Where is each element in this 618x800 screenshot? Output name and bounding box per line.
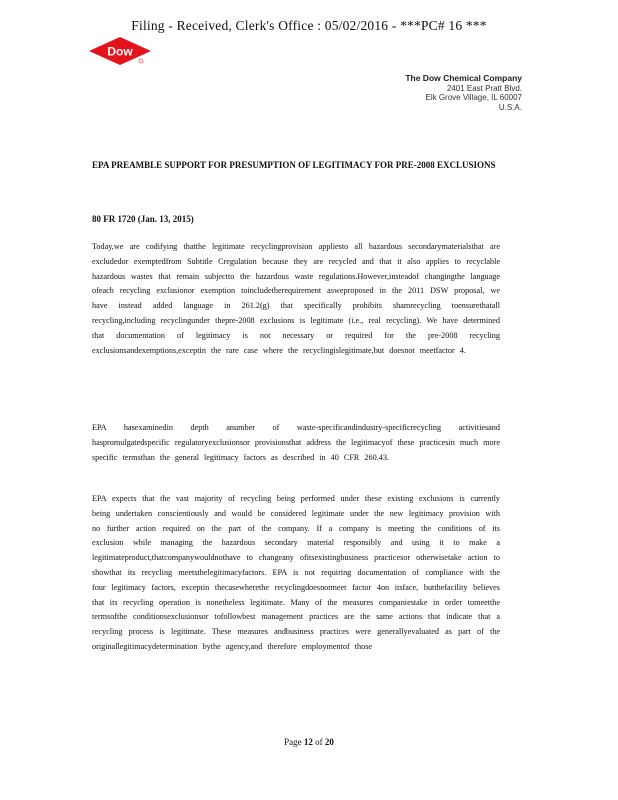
federal-register-citation: 80 FR 1720 (Jan. 13, 2015) (92, 214, 194, 224)
page-number: 12 (303, 737, 313, 747)
paragraph: EPA expects that the vast majority of recycling being performed under these existing exclusions is currently being undertaken conscientiously and would be considered legitimate under the new legitimacy provision with no further action required on the part of the company. If a company is meeting the conditions of its exclusion while managing the hazardous secondary material responsibly and using it to make a legitimateproduct,thatcompanywouldnothave to changeany ofitsexistingbusiness practicesor otherwisetake action to showthat its recycling meetsthelegitimacyfactors. EPA is not requiring documentation of compliance with the four legitimacy factors, exceptin thecasewherethe recyclingdoesnotmeet factor 4on itsface, butthefacility believes that its recycling operation is nonetheless legitimate. Many of the measures companiestake in order tomeetthe termsofthe conditionsexclusionsor tofollowbest management practices are the same actions that indicate that a recycling process is legitimate. These measures andbusiness practices were generallyevaluated as part of the originallegitimacydetermination bythe agency,and therefore employmentof those (92, 494, 500, 651)
of-label: of (315, 737, 323, 747)
page-footer (0, 737, 618, 747)
document-title: EPA PREAMBLE SUPPORT FOR PRESUMPTION OF LEGITIMACY FOR PRE-2008 EXCLUSIONS (92, 160, 496, 170)
dow-logo-text: Dow (107, 44, 133, 59)
dow-diamond-icon (88, 36, 152, 66)
page-label: Page (284, 737, 302, 747)
paragraph: EPA hasexaminedin depth anumber of waste-specificandindustry-specificrecycling activitiesand haspromulgatedspecific regulatoryexclusionsor provisionsthat address the legitimacyof these practicesin much more specific termsthan the general legitimacy factors as described in 40 CFR 260.43. (92, 423, 500, 462)
filing-stamp: Filing - Received, Clerk's Office : 05/02/2016 - ***PC# 16 *** (131, 18, 487, 33)
company-name: The Dow Chemical Company (405, 73, 522, 83)
total-pages: 20 (324, 737, 334, 747)
dow-logo (88, 36, 152, 66)
company-city: Elk Grove Village, IL 60007 (425, 93, 522, 102)
paragraph: Today,we are codifying thatthe legitimate recyclingprovision appliesto all hazardous secondarymaterialsthat are excludedor exemptedfrom Subtitle Cregulation because they are recycled and that it also applies to recyclable hazardous wastes that remain subjectto the hazardous waste regulations.However,insteadof changingthe language ofeach recycling exclusionor exemption toincludetherequirement asweproposed in the 2011 DSW proposal, we have instead added language in 261.2(g) that specifically prohibits shamrecycling toensurethatall recycling,including recyclingunder thepre-2008 exclusions is legitimate (i.e., real recycling). We have determined that documentation of legitimacy is not necessary or required for the pre-2008 recycling exclusionsandexemptions,exceptin the rare case where the recyclingislegitimate,but doesnot meetfactor 4. (92, 242, 500, 355)
company-country: U.S.A. (498, 102, 522, 112)
company-street: 2401 East Pratt Blvd. (446, 83, 522, 93)
company-address (405, 74, 522, 112)
